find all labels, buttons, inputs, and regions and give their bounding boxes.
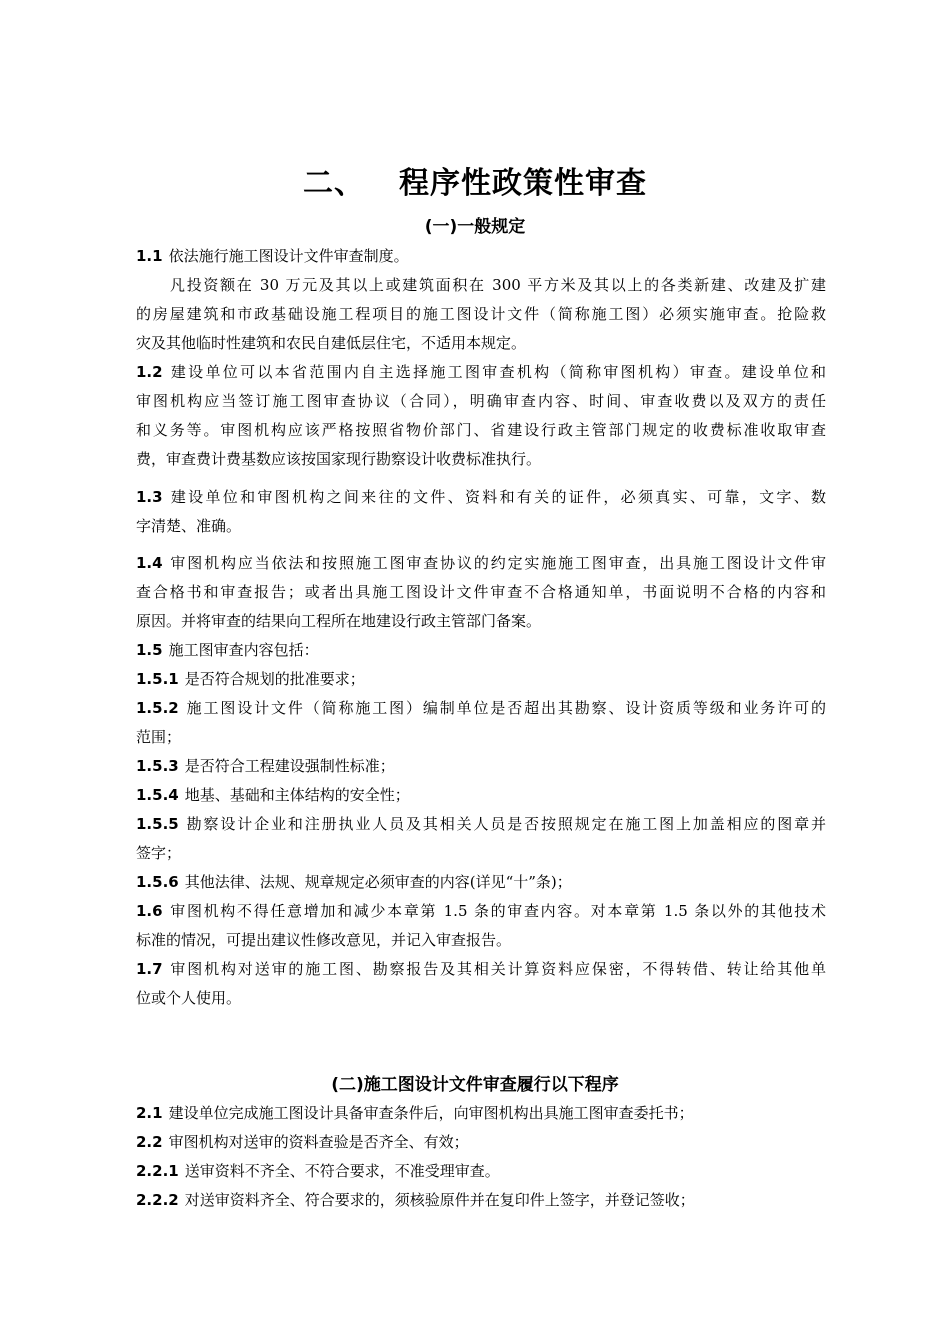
clause-number: 1.1 [136,247,163,265]
paragraph-line: 费，审查费计费基数应该按国家现行勘察设计收费标准执行。 [136,450,542,468]
clause-text: 送审资料不齐全、不符合要求，不准受理审查。 [184,1162,500,1180]
clause-1-3 [136,483,826,512]
clause-1-7 [136,955,826,984]
paragraph-line: 审图机构应当签订施工图审查协议（合同），明确审查内容、时间、审查收费以及双方的责任 [136,392,826,410]
clause-text: 施工图审查内容包括： [168,641,319,659]
paragraph-line: 的房屋建筑和市政基础设施工程项目的施工图设计文件（简称施工图）必须实施审查。抢险救 [136,305,826,323]
clause-1-6 [136,897,826,926]
clause-2-2 [136,1128,826,1157]
clause-number: 1.6 [136,902,163,920]
paragraph-line: 签字； [136,844,182,862]
clause-1-1 [136,242,826,271]
paragraph-line: 灾及其他临时性建筑和农民自建低层住宅，不适用本规定。 [136,334,527,352]
paragraph-line: 范围； [136,728,182,746]
clause-number: 2.2 [136,1133,163,1151]
clause-text: 审图机构应当依法和按照施工图审查协议的约定实施施工图审查，出具施工图设计文件审 [168,554,826,572]
clause-text: 地基、基础和主体结构的安全性； [184,786,410,804]
clause-number: 1.5.4 [136,786,179,804]
paragraph-line: 凡投资额在 30 万元及其以上或建筑面积在 300 平方米及其以上的各类新建、改建及扩建 [170,276,826,294]
clause-number: 1.5.5 [136,815,179,833]
clause-1-5-3 [136,752,826,781]
clause-1-5-5 [136,810,826,839]
paragraph-line: 标准的情况，可提出建议性修改意见，并记入审查报告。 [136,931,512,949]
clause-text: 审图机构对送审的施工图、勘察报告及其相关计算资料应保密，不得转借、转让给其他单 [168,960,826,978]
section-heading-procedure: (二)施工图设计文件审查履行以下程序 [331,1075,619,1095]
paragraph-line: 原因。并将审查的结果向工程所在地建设行政主管部门备案。 [136,612,542,630]
clause-number: 1.7 [136,960,163,978]
clause-number: 2.2.1 [136,1162,179,1180]
clause-2-2-2 [136,1186,826,1215]
clause-number: 1.5.3 [136,757,179,775]
section-heading-general: (一)一般规定 [424,217,526,237]
clause-number: 2.1 [136,1104,163,1122]
clause-1-5-6 [136,868,826,897]
clause-text: 审图机构不得任意增加和减少本章第 1.5 条的审查内容。对本章第 1.5 条以外的其他技术 [168,902,826,920]
paragraph-line: 字清楚、准确。 [136,517,242,535]
chapter-title-text: 程序性政策性审查 [399,166,647,201]
clause-number: 1.3 [136,488,163,506]
clause-2-2-1 [136,1157,826,1186]
chapter-title [0,158,950,202]
clause-1-5-4 [136,781,826,810]
clause-number: 1.5.6 [136,873,179,891]
clause-1-5-2 [136,694,826,723]
clause-2-1 [136,1099,826,1128]
clause-text: 对送审资料齐全、符合要求的，须核验原件并在复印件上签字，并登记签收； [184,1191,695,1209]
paragraph-line: 位或个人使用。 [136,989,242,1007]
clause-text: 建设单位完成施工图设计具备审查条件后，向审图机构出具施工图审查委托书； [168,1104,694,1122]
clause-text: 是否符合工程建设强制性标准； [184,757,395,775]
chapter-number: 二、 [303,166,365,201]
clause-text: 建设单位和审图机构之间来往的文件、资料和有关的证件，必须真实、可靠，文字、数 [168,488,826,506]
clause-text: 施工图设计文件（简称施工图）编制单位是否超出其勘察、设计资质等级和业务许可的 [184,699,826,717]
clause-text: 勘察设计企业和注册执业人员及其相关人员是否按照规定在施工图上加盖相应的图章并 [184,815,826,833]
clause-text: 审图机构对送审的资料查验是否齐全、有效； [168,1133,469,1151]
paragraph-line: 和义务等。审图机构应该严格按照省物价部门、省建设行政主管部门规定的收费标准收取审查 [136,421,826,439]
clause-number: 1.5.2 [136,699,179,717]
clause-text: 其他法律、法规、规章规定必须审查的内容(详见“十”条)； [184,873,572,891]
clause-number: 1.4 [136,554,163,572]
clause-1-2 [136,358,826,387]
clause-number: 1.5.1 [136,670,179,688]
paragraph-line: 查合格书和审查报告；或者出具施工图设计文件审查不合格通知单，书面说明不合格的内容和 [136,583,826,601]
clause-1-5 [136,636,826,665]
clause-1-4 [136,549,826,578]
clause-1-5-1 [136,665,826,694]
clause-text: 建设单位可以本省范围内自主选择施工图审查机构（简称审图机构）审查。建设单位和 [168,363,826,381]
clause-text: 是否符合规划的批准要求； [184,670,365,688]
clause-number: 1.2 [136,363,163,381]
clause-number: 1.5 [136,641,163,659]
clause-text: 依法施行施工图设计文件审查制度。 [168,247,409,265]
clause-number: 2.2.2 [136,1191,179,1209]
